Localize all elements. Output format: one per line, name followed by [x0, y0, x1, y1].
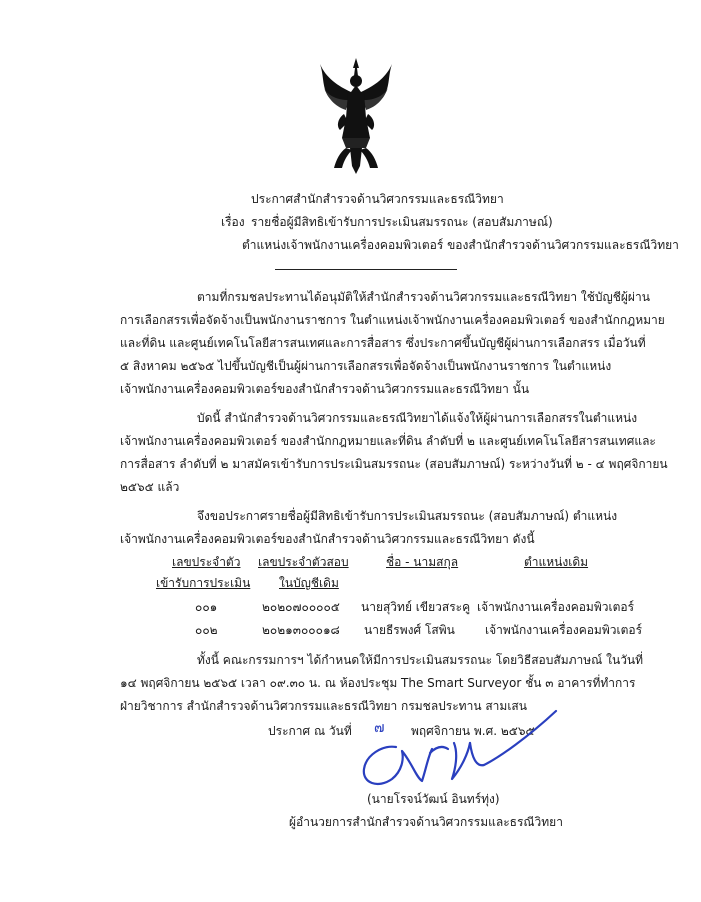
position-text: ตำแหน่งเจ้าพนักงานเครื่องคอมพิวเตอร์ ของสำนักสำรวจด้านวิศวกรรมและธรณีวิทยา [242, 238, 679, 252]
p2-line4: ๒๕๖๕ แล้ว [120, 480, 180, 494]
col-header-exam-line2: ในบัญชีเดิม [279, 576, 339, 590]
p4-line1: ทั้งนี้ คณะกรรมการฯ ได้กำหนดให้มีการประเมินสมรรถนะ โดยวิธีสอบสัมภาษณ์ ในวันที่ [197, 653, 644, 667]
announce-suffix: พฤศจิกายน พ.ศ. ๒๕๖๕ [411, 724, 535, 738]
p2-line1: บัดนี้ สำนักสำรวจด้านวิศวกรรมและธรณีวิทยาได้แจ้งให้ผู้ผ่านการเลือกสรรในตำแหน่ง [197, 411, 638, 425]
table-row-2-no: ๐๐๒ [195, 623, 218, 637]
p4-line2: ๑๔ พฤศจิกายน ๒๕๖๕ เวลา ๐๙.๓๐ น. ณ ห้องประชุม The Smart Surveyor ชั้น ๓ อาคารที่ทำการ [120, 676, 636, 690]
table-row-1-no: ๐๐๑ [195, 600, 218, 614]
p4-line3: ฝ่ายวิชาการ สำนักสำรวจด้านวิศวกรรมและธรณีวิทยา กรมชลประทาน สามเสน [120, 699, 527, 713]
announcement-heading: ประกาศสำนักสำรวจด้านวิศวกรรมและธรณีวิทยา [251, 192, 504, 206]
p1-line4: ๕ สิงหาคม ๒๕๖๕ ไปขึ้นบัญชีเป็นผู้ผ่านการเลือกสรรเพื่อจัดจ้างเป็นพนักงานราชการ ในตำแหน่ง [120, 359, 612, 373]
p3-line2: เจ้าพนักงานเครื่องคอมพิวเตอร์ของสำนักสำรวจด้านวิศวกรรมและธรณีวิทยา ดังนี้ [120, 532, 535, 546]
table-row-2-position: เจ้าพนักงานเครื่องคอมพิวเตอร์ [485, 623, 643, 637]
p1-line5: เจ้าพนักงานเครื่องคอมพิวเตอร์ของสำนักสำรวจด้านวิศวกรรมและธรณีวิทยา นั้น [120, 382, 530, 396]
signatory-title: ผู้อำนวยการสำนักสำรวจด้านวิศวกรรมและธรณีวิทยา [289, 815, 563, 829]
signatory-name: (นายโรจน์วัฒน์ อินทร์ทุ่ง) [367, 792, 500, 806]
p1-line1: ตามที่กรมชลประทานได้อนุมัติให้สำนักสำรวจด้านวิศวกรรมและธรณีวิทยา ใช้บัญชีผู้ผ่าน [197, 290, 650, 304]
p1-line3: และที่ดิน และศูนย์เทคโนโลยีสารสนเทศและการสื่อสาร ซึ่งประกาศขึ้นบัญชีผู้ผ่านการเลือกสรร เมื่อวันที่ [120, 336, 646, 350]
announce-day: ๗ [374, 720, 385, 736]
col-header-position: ตำแหน่งเดิม [524, 555, 589, 569]
table-row-1-name: นายสุวิทย์ เขียวสระคู [361, 600, 471, 614]
col-header-id-line2: เข้ารับการประเมิน [156, 576, 251, 590]
subject-label: เรื่อง [221, 215, 245, 229]
table-row-2-exam-id: ๒๐๒๑๓๐๐๐๑๘ [262, 623, 340, 637]
col-header-exam-line1: เลขประจำตัวสอบ [258, 555, 349, 569]
table-row-1-position: เจ้าพนักงานเครื่องคอมพิวเตอร์ [477, 600, 635, 614]
col-header-id-line1: เลขประจำตัว [172, 555, 241, 569]
garuda-emblem [318, 56, 394, 176]
p1-line2: การเลือกสรรเพื่อจัดจ้างเป็นพนักงานราชการ ในตำแหน่งเจ้าพนักงานเครื่องคอมพิวเตอร์ ของสำนักกฎหมาย [120, 313, 665, 327]
table-row-1-exam-id: ๒๐๒๐๗๐๐๐๐๕ [262, 600, 340, 614]
header-divider [275, 269, 457, 270]
col-header-name: ชื่อ - นามสกุล [386, 555, 459, 569]
announce-prefix: ประกาศ ณ วันที่ [268, 724, 352, 738]
table-row-2-name: นายธีรพงศ์ โสพิน [364, 623, 455, 637]
p3-line1: จึงขอประกาศรายชื่อผู้มีสิทธิเข้ารับการประเมินสมรรถนะ (สอบสัมภาษณ์) ตำแหน่ง [197, 509, 618, 523]
handwritten-signature [352, 707, 562, 797]
p2-line3: การสื่อสาร ลำดับที่ ๒ มาสมัครเข้ารับการประเมินสมรรถนะ (สอบสัมภาษณ์) ระหว่างวันที่ ๒ - ๔ พฤศจิกายน [120, 457, 668, 471]
subject-text: รายชื่อผู้มีสิทธิเข้ารับการประเมินสมรรถนะ (สอบสัมภาษณ์) [251, 215, 553, 229]
p2-line2: เจ้าพนักงานเครื่องคอมพิวเตอร์ ของสำนักกฎหมายและที่ดิน ลำดับที่ ๒ และศูนย์เทคโนโลยีสารสนเทศและ [120, 434, 656, 448]
